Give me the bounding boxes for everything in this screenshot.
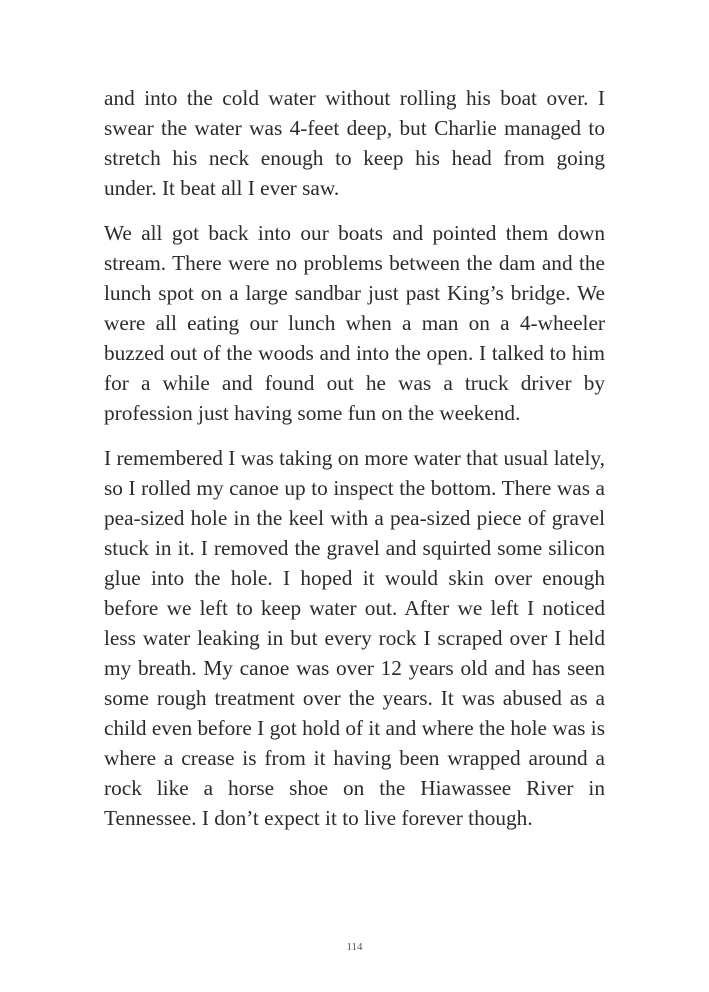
body-text — [104, 83, 605, 848]
page-number: 114 — [346, 941, 363, 953]
paragraph: I remembered I was taking on more water that usual lately, so I rolled my canoe up to inspect the bottom. There was a pea-sized hole in the keel with a pea-sized piece of gravel stuck in it. I removed the gravel and squirted some silicon glue into the hole. I hoped it would skin over enough before we left to keep water out. After we left I noticed less water leaking in but every rock I scraped over I held my breath. My canoe was over 12 years old and has seen some rough treatment over the years. It was abused as a child even before I got hold of it and where the hole was is where a crease is from it having been wrapped around a rock like a horse shoe on the Hiawassee River in Tennessee. I don’t expect it to live forever though. — [104, 446, 605, 830]
paragraph: and into the cold water without rolling his boat over. I swear the water was 4-feet deep, but Charlie managed to stretch his neck enough to keep his head from going under. It beat all I ever saw. — [104, 86, 605, 200]
paragraph: We all got back into our boats and pointed them down stream. There were no problems between the dam and the lunch spot on a large sandbar just past King’s bridge. We were all eating our lunch when a man on a 4-wheeler buzzed out of the woods and into the open. I talked to him for a while and found out he was a truck driver by profession just having some fun on the weekend. — [104, 221, 605, 425]
